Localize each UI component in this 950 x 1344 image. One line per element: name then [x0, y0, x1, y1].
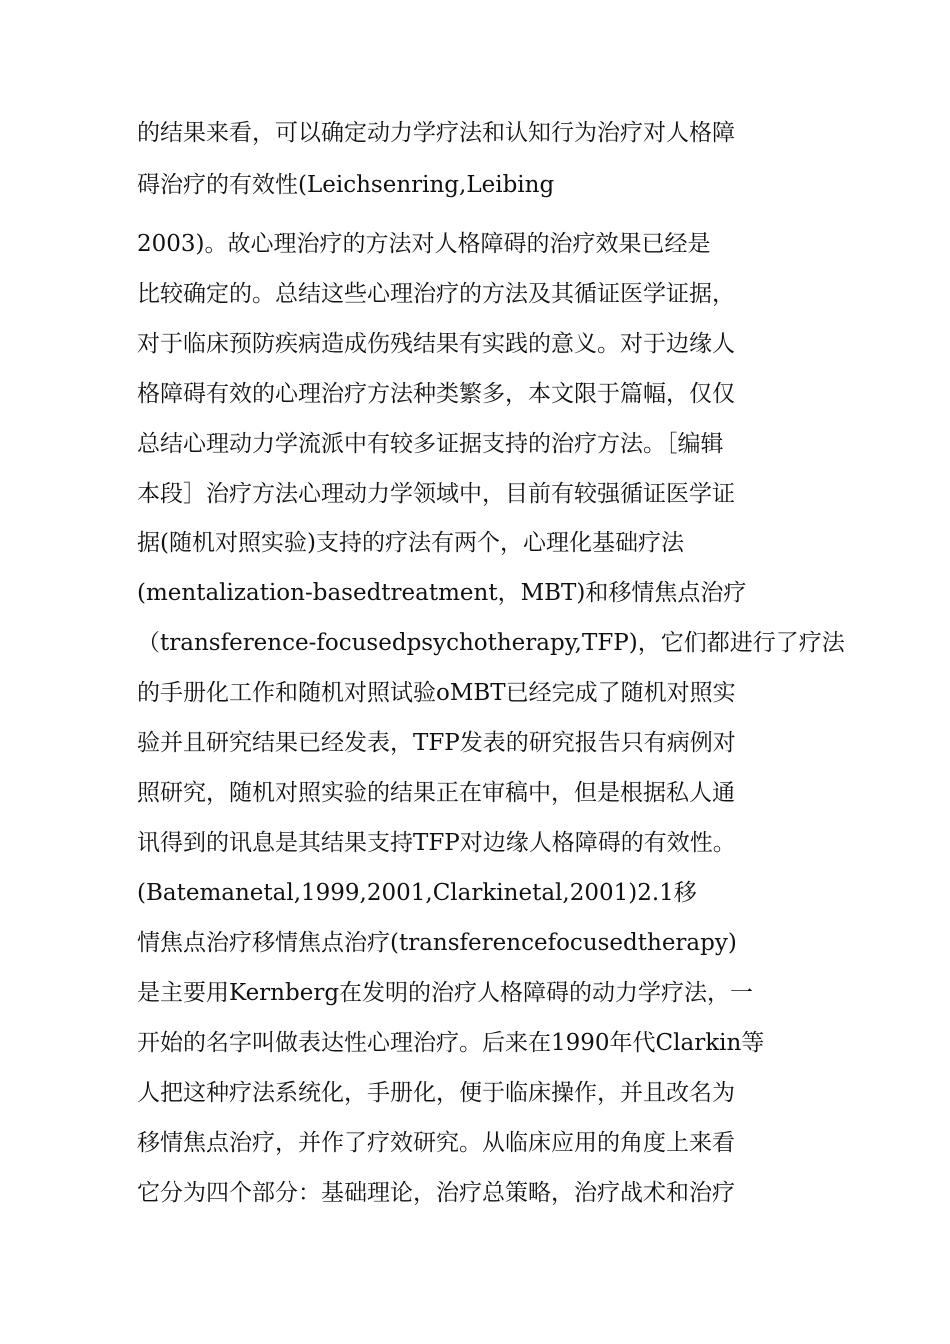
- text-line: 本段］治疗方法心理动力学领域中，目前有较强循证医学证: [137, 481, 735, 507]
- text-line: 碍治疗的有效性(Leichsenring,Leibing: [137, 172, 555, 198]
- text-line: 情焦点治疗移情焦点治疗(transferencefocusedtherapy): [137, 930, 737, 956]
- text-line: 是主要用Kernberg在发明的治疗人格障碍的动力学疗法，一: [137, 980, 754, 1006]
- text-line: （transference-focusedpsychotherapy,TFP)，它们都进行了疗法: [137, 630, 845, 656]
- text-line: (Batemanetal,1999,2001,Clarkinetal,2001)2.1移: [137, 880, 697, 906]
- text-line: 开始的名字叫做表达性心理治疗。后来在1990年代Clarkin等: [137, 1030, 765, 1056]
- text-line: 据(随机对照实验)支持的疗法有两个，心理化基础疗法: [137, 530, 684, 556]
- text-line: 的手册化工作和随机对照试验oMBT已经完成了随机对照实: [137, 680, 736, 706]
- text-line: 照研究，随机对照实验的结果正在审稿中，但是根据私人通: [137, 780, 735, 806]
- text-line: 人把这种疗法系统化，手册化，便于临床操作，并且改名为: [137, 1080, 735, 1106]
- text-line: 的结果来看，可以确定动力学疗法和认知行为治疗对人格障: [137, 120, 735, 146]
- text-line: 它分为四个部分：基础理论，治疗总策略，治疗战术和治疗: [137, 1180, 735, 1206]
- text-line: 移情焦点治疗，并作了疗效研究。从临床应用的角度上来看: [137, 1130, 735, 1156]
- text-line: 2003)。故心理治疗的方法对人格障碍的治疗效果已经是: [137, 231, 711, 257]
- text-line: 格障碍有效的心理治疗方法种类繁多，本文限于篇幅，仅仅: [137, 381, 735, 407]
- text-line: 对于临床预防疾病造成伤残结果有实践的意义。对于边缘人: [137, 331, 735, 357]
- text-line: 验并且研究结果已经发表，TFP发表的研究报告只有病例对: [137, 730, 736, 756]
- text-line: 总结心理动力学流派中有较多证据支持的治疗方法。［编辑: [137, 431, 724, 457]
- text-line: 比较确定的。总结这些心理治疗的方法及其循证医学证据，: [137, 281, 735, 307]
- text-line: (mentalization-basedtreatment，MBT)和移情焦点治疗: [137, 580, 747, 606]
- text-line: 讯得到的讯息是其结果支持TFP对边缘人格障碍的有效性。: [137, 830, 736, 856]
